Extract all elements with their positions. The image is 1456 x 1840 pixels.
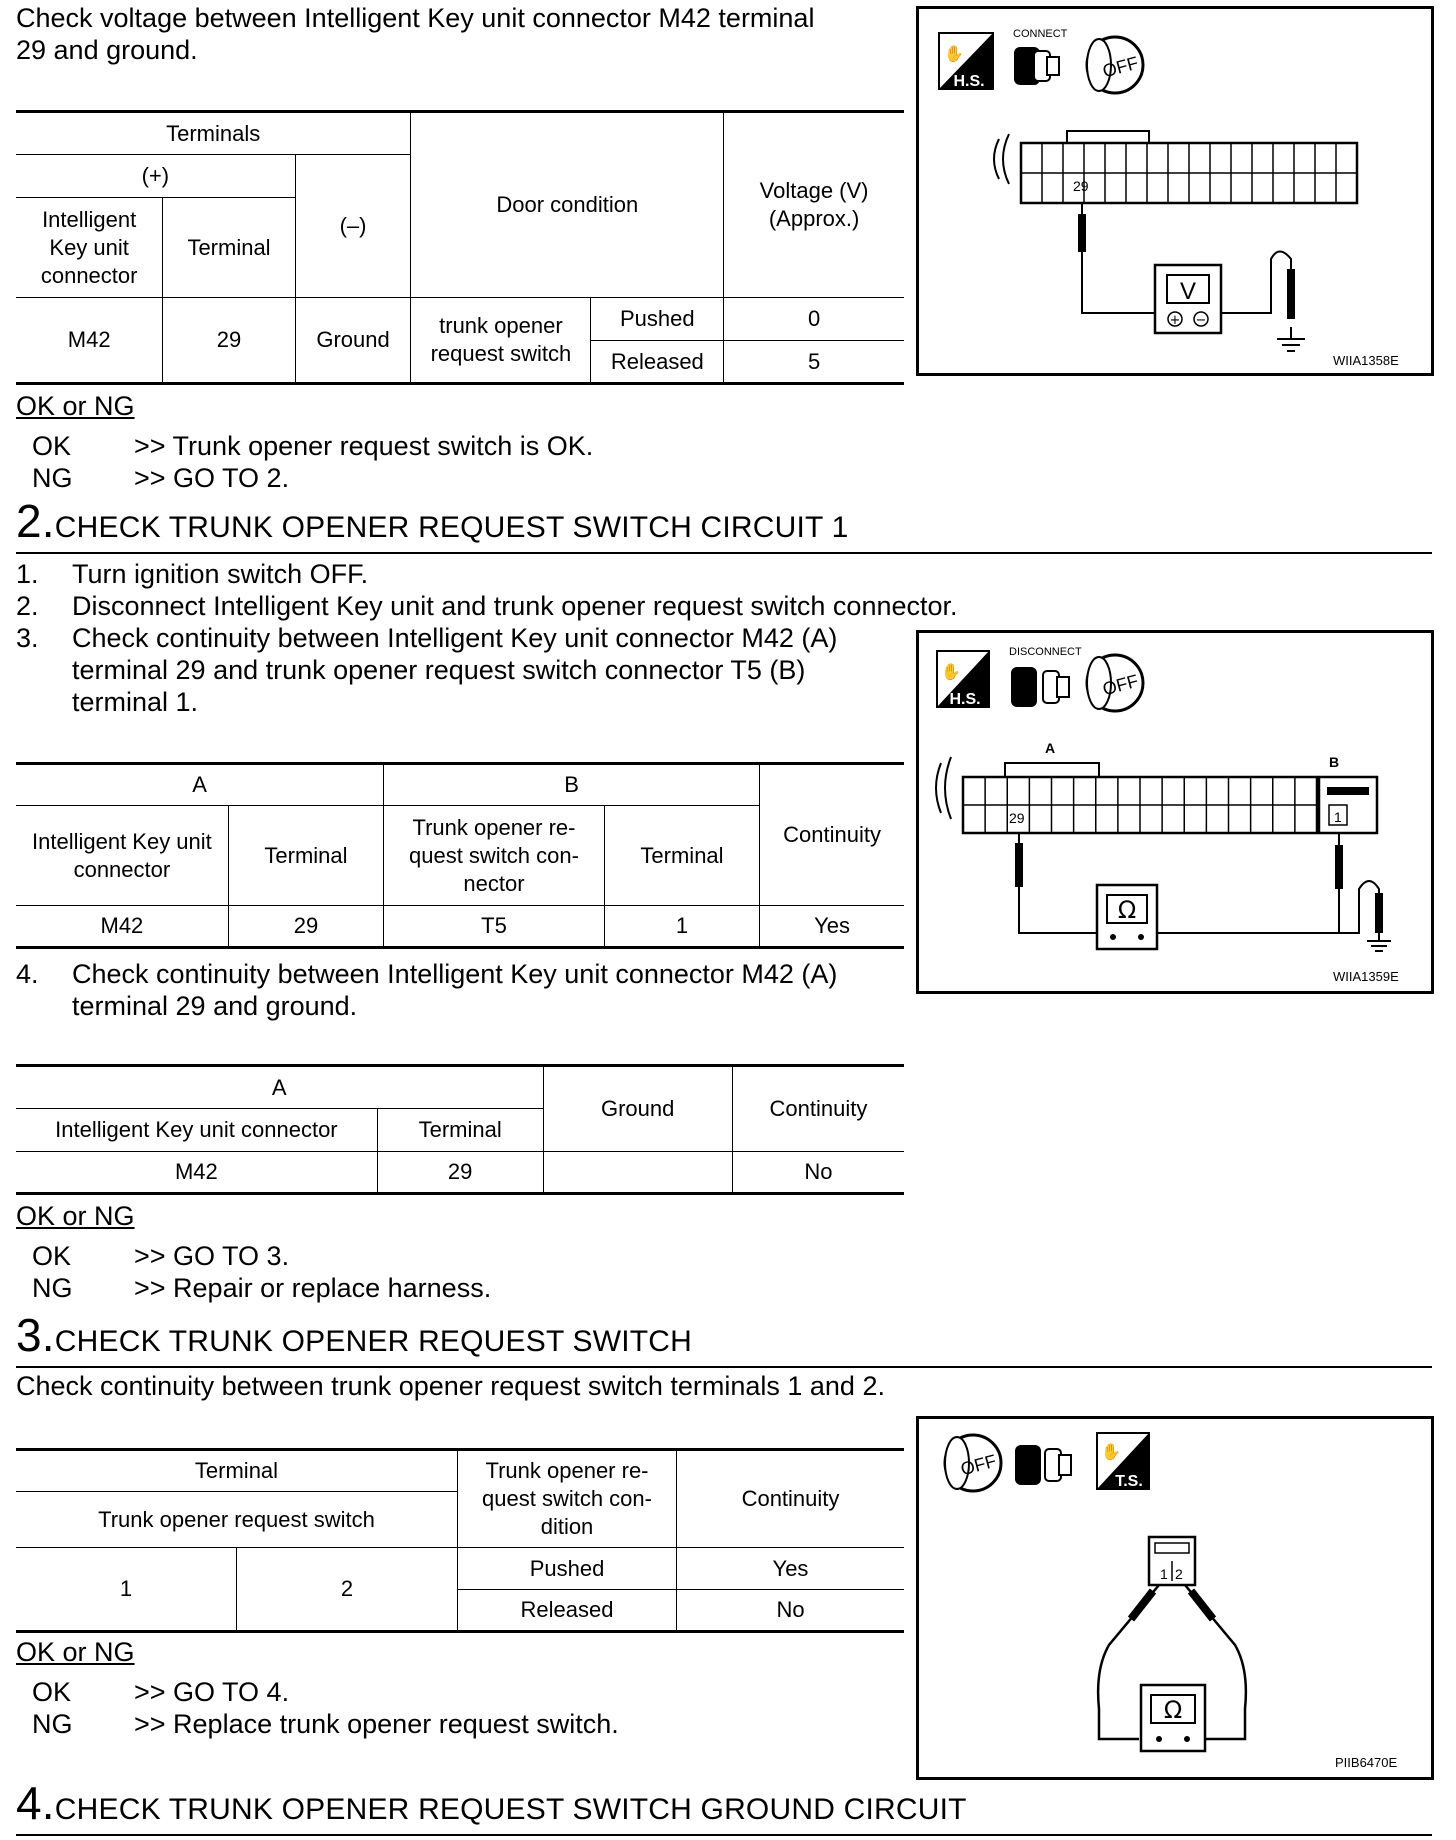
th-a: A bbox=[16, 764, 384, 806]
continuity-diagram bbox=[919, 633, 1431, 991]
ok-ng-heading: OK or NG bbox=[16, 1201, 135, 1231]
step4-heading: 4.CHECK TRUNK OPENER REQUEST SWITCH GROUND CIRCUIT bbox=[16, 1777, 967, 1829]
cell-terminal: 1 bbox=[604, 906, 759, 948]
th-ik-connector: Intelligent Key unit connector bbox=[16, 806, 228, 906]
svg-text:H.S.: H.S. bbox=[949, 691, 981, 708]
th-terminal: Terminal bbox=[16, 1450, 458, 1492]
svg-text:+: + bbox=[1169, 313, 1181, 328]
cell-v-pushed: 0 bbox=[724, 298, 904, 341]
svg-text:✋: ✋ bbox=[941, 662, 961, 681]
ng-label: NG bbox=[32, 1709, 73, 1739]
connector-disconnect-icon bbox=[1015, 1445, 1071, 1485]
connector-t5-drawing bbox=[1319, 777, 1377, 833]
switch-continuity-table bbox=[16, 1448, 904, 1633]
cell-terminal: 29 bbox=[163, 298, 295, 384]
cell-continuity: No bbox=[732, 1152, 904, 1194]
svg-text:OFF: OFF bbox=[1100, 52, 1141, 82]
th-voltage: Voltage (V) (Approx.) bbox=[724, 112, 904, 298]
svg-text:T.S.: T.S. bbox=[1115, 1473, 1143, 1490]
list-item-continued: terminal 29 and trunk opener request switch connector T5 (B) bbox=[72, 655, 806, 685]
th-door-condition: Door condition bbox=[411, 112, 724, 298]
cell-released: Released bbox=[591, 341, 724, 384]
divider bbox=[16, 552, 1432, 554]
svg-text:V: V bbox=[1179, 278, 1197, 305]
ok-label: OK bbox=[32, 1241, 72, 1271]
cell-pushed: Pushed bbox=[458, 1548, 677, 1590]
th-b: B bbox=[384, 764, 760, 806]
ng-label: NG bbox=[32, 463, 73, 493]
figure-code: WIIA1359E bbox=[1333, 969, 1399, 984]
cell-continuity-pushed: Yes bbox=[677, 1548, 905, 1590]
cell-connector: M42 bbox=[16, 906, 228, 948]
connector-connect-icon bbox=[1014, 47, 1059, 85]
th-terminal: Terminal bbox=[163, 198, 295, 298]
th-switch-connector: Trunk opener re- quest switch con- nector bbox=[384, 806, 605, 906]
voltage-check-figure bbox=[916, 6, 1434, 376]
divider bbox=[16, 1834, 1432, 1836]
ok-ng-heading: OK or NG bbox=[16, 391, 135, 421]
continuity-table-a-b bbox=[16, 762, 904, 949]
th-terminals: Terminals bbox=[16, 112, 411, 155]
svg-text:2: 2 bbox=[1175, 1566, 1183, 1582]
continuity-check-figure bbox=[916, 630, 1434, 994]
svg-text:Ω: Ω bbox=[1117, 896, 1137, 924]
cell-terminal: 29 bbox=[228, 906, 383, 948]
switch-diagram bbox=[919, 1419, 1431, 1777]
svg-text:A: A bbox=[1045, 740, 1056, 756]
cell-terminal-1: 1 bbox=[16, 1548, 237, 1632]
svg-text:✋: ✋ bbox=[1101, 1442, 1121, 1461]
ok-label: OK bbox=[32, 431, 72, 461]
th-ground: Ground bbox=[543, 1066, 732, 1152]
th-switch-condition: Trunk opener re- quest switch con- dition bbox=[458, 1450, 677, 1548]
svg-text:1: 1 bbox=[1334, 809, 1342, 825]
cell-connector: M42 bbox=[16, 1152, 377, 1194]
svg-text:✋: ✋ bbox=[944, 44, 964, 63]
cell-continuity: Yes bbox=[760, 906, 904, 948]
ok-result: >> Trunk opener request switch is OK. bbox=[134, 431, 594, 461]
cell-ground: Ground bbox=[295, 298, 411, 384]
th-ik-connector: Intelligent Key unit connector bbox=[16, 1109, 377, 1152]
svg-text:B: B bbox=[1329, 754, 1340, 770]
cell-connector: M42 bbox=[16, 298, 163, 384]
svg-text:DISCONNECT: DISCONNECT bbox=[1009, 646, 1082, 658]
figure-code: WIIA1358E bbox=[1333, 353, 1399, 368]
th-ik-connector: Intelligent Key unit connector bbox=[16, 198, 163, 298]
svg-text:OFF: OFF bbox=[1100, 670, 1141, 700]
continuity-table-ground bbox=[16, 1064, 904, 1195]
cell-continuity-released: No bbox=[677, 1590, 905, 1632]
switch-connector-drawing bbox=[1149, 1537, 1195, 1585]
list-item-continued: terminal 1. bbox=[72, 687, 199, 717]
th-terminal: Terminal bbox=[228, 806, 383, 906]
cell-switch: trunk opener request switch bbox=[411, 298, 591, 384]
step1-intro: Check voltage between Intelligent Key unit connector M42 terminal 29 and ground. bbox=[16, 3, 815, 65]
voltage-diagram bbox=[919, 9, 1431, 373]
connector-m42-drawing bbox=[994, 131, 1357, 203]
th-plus: (+) bbox=[16, 155, 295, 198]
ok-result: >> GO TO 4. bbox=[134, 1677, 290, 1707]
ok-label: OK bbox=[32, 1677, 72, 1707]
cell-switch-connector: T5 bbox=[384, 906, 605, 948]
cell-ground-empty bbox=[543, 1152, 732, 1194]
step2-instructions: 1. Turn ignition switch OFF. 2. Disconnect Intelligent Key unit and trunk opener request switch connector. 3. Check continuity between Intelligent Key unit connector M42 (A) terminal 29 and trunk opener request switch connector T5 (B) terminal 1. bbox=[16, 559, 958, 717]
th-continuity: Continuity bbox=[677, 1450, 905, 1548]
step2-heading: 2.CHECK TRUNK OPENER REQUEST SWITCH CIRCUIT 1 bbox=[16, 495, 849, 547]
switch-check-figure bbox=[916, 1416, 1434, 1780]
th-a: A bbox=[16, 1066, 543, 1109]
ng-result: >> Replace trunk opener request switch. bbox=[134, 1709, 619, 1739]
connector-disconnect-icon bbox=[1011, 667, 1069, 707]
svg-text:H.S.: H.S. bbox=[953, 73, 985, 90]
svg-text:Ω: Ω bbox=[1163, 1696, 1183, 1724]
step3-intro: Check continuity between trunk opener request switch terminals 1 and 2. bbox=[16, 1371, 885, 1401]
voltage-table bbox=[16, 110, 904, 385]
svg-text:−: − bbox=[1195, 313, 1207, 328]
ng-label: NG bbox=[32, 1273, 73, 1303]
step3-heading: 3.CHECK TRUNK OPENER REQUEST SWITCH bbox=[16, 1309, 692, 1361]
svg-text:1: 1 bbox=[1160, 1566, 1168, 1582]
svg-text:29: 29 bbox=[1073, 178, 1089, 194]
svg-text:CONNECT: CONNECT bbox=[1013, 28, 1068, 40]
th-switch: Trunk opener request switch bbox=[16, 1492, 458, 1548]
step2-item4: 4. Check continuity between Intelligent Key unit connector M42 (A) terminal 29 and ground. bbox=[16, 959, 838, 1021]
th-continuity: Continuity bbox=[760, 764, 904, 906]
cell-released: Released bbox=[458, 1590, 677, 1632]
th-continuity: Continuity bbox=[732, 1066, 904, 1152]
th-minus: (–) bbox=[295, 155, 411, 298]
cell-terminal-2: 2 bbox=[237, 1548, 458, 1632]
figure-code: PIIB6470E bbox=[1335, 1755, 1398, 1770]
connector-m42-drawing bbox=[936, 757, 1317, 833]
svg-text:29: 29 bbox=[1009, 810, 1025, 826]
divider bbox=[16, 1366, 1432, 1368]
svg-text:OFF: OFF bbox=[958, 1450, 999, 1480]
th-terminal: Terminal bbox=[604, 806, 759, 906]
th-terminal: Terminal bbox=[377, 1109, 543, 1152]
ng-result: >> GO TO 2. bbox=[134, 463, 290, 493]
cell-terminal: 29 bbox=[377, 1152, 543, 1194]
cell-pushed: Pushed bbox=[591, 298, 724, 341]
ok-result: >> GO TO 3. bbox=[134, 1241, 290, 1271]
ok-ng-heading: OK or NG bbox=[16, 1637, 135, 1667]
ng-result: >> Repair or replace harness. bbox=[134, 1273, 492, 1303]
cell-v-released: 5 bbox=[724, 341, 904, 384]
